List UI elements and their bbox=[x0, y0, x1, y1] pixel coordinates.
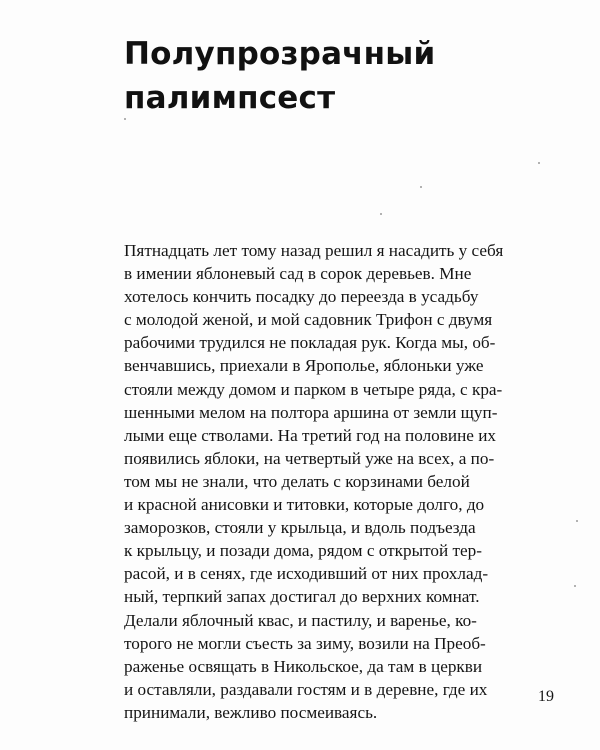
scan-speck bbox=[576, 520, 578, 522]
scan-speck bbox=[380, 213, 382, 215]
chapter-title bbox=[124, 32, 564, 120]
text-line: в имении яблоневый сад в сорок деревьев. Мне bbox=[124, 264, 472, 284]
chapter-title-line-1: Полупрозрачный bbox=[124, 36, 436, 72]
scan-speck bbox=[574, 585, 576, 587]
text-line: ный, терпкий запах достигал до верхних комнат. bbox=[124, 587, 480, 607]
text-line: Пятнадцать лет тому назад решил я насадить у себя bbox=[124, 241, 504, 260]
text-line: появились яблоки, на четвертый уже на всех, а по- bbox=[124, 448, 495, 468]
text-line: раженье освящать в Никольское, да там в церкви bbox=[124, 656, 483, 676]
text-line: принимали, вежливо посмеиваясь. bbox=[124, 702, 378, 722]
text-line: и красной анисовки и титовки, которые долго, до bbox=[124, 495, 485, 515]
text-line: лыми еще стволами. На третий год на половине их bbox=[124, 425, 496, 445]
text-line: к крыльцу, и позади дома, рядом с открытой тер- bbox=[124, 541, 482, 561]
text-line: с молодой женой, и мой садовник Трифон с двумя bbox=[124, 310, 493, 330]
text-line: расой, и в сенях, где исходивший от них прохлад- bbox=[124, 564, 489, 584]
text-line: и оставляли, раздавали гостям и в деревне, где их bbox=[124, 679, 488, 699]
text-line: хотелось кончить посадку до переезда в усадьбу bbox=[124, 287, 479, 307]
text-line: венчавшись, приехали в Ярополье, яблоньки уже bbox=[124, 356, 484, 376]
body-paragraph bbox=[124, 239, 564, 724]
text-line: Делали яблочный квас, и пастилу, и варенье, ко- bbox=[124, 610, 477, 630]
text-line: торого не могли съесть за зиму, возили на Преоб- bbox=[124, 633, 486, 653]
chapter-title-line-2: палимпсест bbox=[124, 80, 336, 116]
text-line: заморозков, стояли у крыльца, и вдоль подъезда bbox=[124, 518, 476, 538]
scan-speck bbox=[124, 118, 126, 120]
text-line: стояли между домом и парком в четыре ряда, с кра- bbox=[124, 379, 503, 399]
text-line: рабочими трудился не покладая рук. Когда мы, об- bbox=[124, 333, 496, 353]
scan-speck bbox=[420, 186, 422, 188]
text-line: шенными мелом на полтора аршина от земли щуп- bbox=[124, 402, 498, 422]
scan-speck bbox=[538, 162, 540, 164]
page-number: 19 bbox=[538, 688, 554, 705]
text-line: том мы не знали, что делать с корзинами белой bbox=[124, 471, 470, 491]
